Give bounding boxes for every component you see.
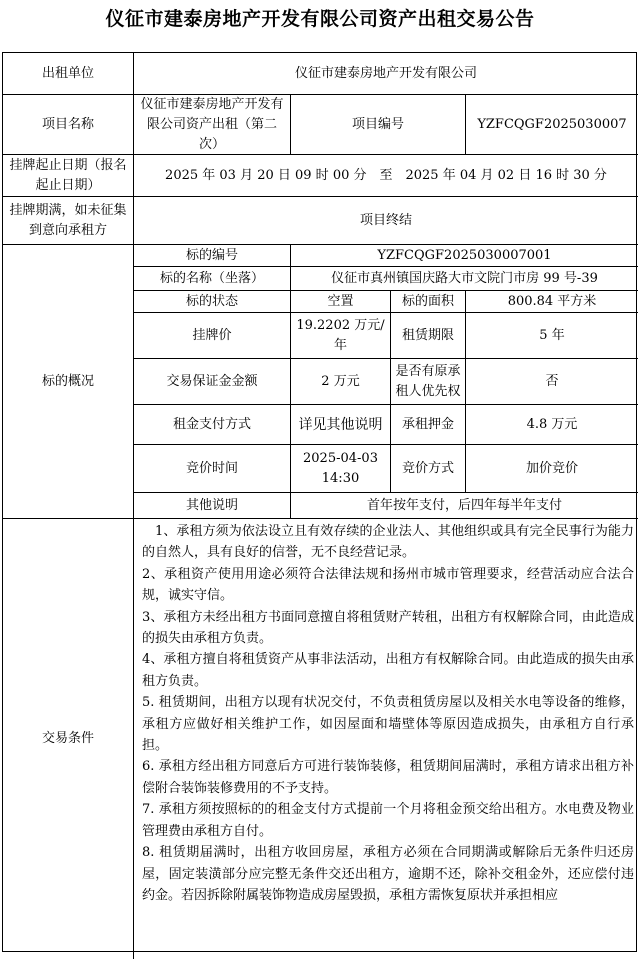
condition-item: 3、承租方未经出租方书面同意擅自将租赁财产转租，出租方有权解除合同，由此造成的损失由承租方负责。 <box>142 609 634 647</box>
lessor-value: 仪征市建泰房地产开发有限公司 <box>134 53 638 95</box>
deposit-label: 交易保证金金额 <box>134 359 291 405</box>
lease-term-value: 5 年 <box>466 313 638 359</box>
asset-code-value: YZFCQGF2025030007001 <box>291 245 638 267</box>
asset-code-label: 标的编号 <box>134 245 291 267</box>
priority-label: 是否有原承租人优先权 <box>391 359 466 405</box>
deposit-value: 2 万元 <box>291 359 391 405</box>
bid-time-value: 2025-04-03 14:30 <box>291 445 391 493</box>
priority-value: 否 <box>466 359 638 405</box>
listing-period-value: 2025 年 03 月 20 日 09 时 00 分 至 2025 年 04 月 02 日 16 时 30 分 <box>134 155 638 197</box>
asset-status-label: 标的状态 <box>134 291 291 313</box>
project-name-label: 项目名称 <box>3 95 134 155</box>
pledge-value: 4.8 万元 <box>466 405 638 445</box>
conditions-label: 交易条件 <box>3 519 134 959</box>
condition-item: 4、承租方擅自将租赁资产从事非法活动，出租方有权解除合同。由此造成的损失由承租方负责。 <box>142 652 634 689</box>
overview-section-label: 标的概况 <box>3 245 134 519</box>
project-name-value: 仪征市建泰房地产开发有限公司资产出租（第二次） <box>134 95 291 155</box>
asset-area-value: 800.84 平方米 <box>466 291 638 313</box>
listing-period-label: 挂牌起止日期（报名起止日期） <box>3 155 134 197</box>
condition-item: 8. 租赁期届满时，出租方收回房屋，承租方必须在合同期满或解除后无条件归还房屋，固定装潢部分应完整无条件交还出租方，逾期不还，除补交租金外，还应偿付违约金。若因拆除附属装饰物造成房屋毁损，承租方需恢复原状并承担相应 <box>142 845 634 903</box>
condition-item: 7. 承租方须按照标的的租金支付方式提前一个月将租金预交给出租方。水电费及物业管理费由承租方自付。 <box>142 802 634 839</box>
asset-status-value: 空置 <box>291 291 391 313</box>
expiry-value: 项目终结 <box>134 197 638 245</box>
bid-time-label: 竞价时间 <box>134 445 291 493</box>
condition-item: 5. 租赁期间，出租方以现有状况交付，不负责租赁房屋以及相关水电等设备的维修，承租方应做好相关维护工作，如因屋面和墙壁体等原因造成损失，由承租方自行承担。 <box>142 695 634 754</box>
pledge-label: 承租押金 <box>391 405 466 445</box>
payment-method-value: 详见其他说明 <box>291 405 391 445</box>
condition-item: 2、承租资产使用用途必须符合法律法规和扬州市城市管理要求，经营活动应合法合规，诚实守信。 <box>142 566 634 604</box>
project-code-value: YZFCQGF2025030007 <box>466 95 638 155</box>
bid-method-label: 竞价方式 <box>391 445 466 493</box>
listing-price-value: 19.2202 万元/年 <box>291 313 391 359</box>
payment-method-label: 租金支付方式 <box>134 405 291 445</box>
lease-term-label: 租赁期限 <box>391 313 466 359</box>
announcement-table <box>2 52 637 952</box>
lessor-label: 出租单位 <box>3 53 134 95</box>
page-title: 仪征市建泰房地产开发有限公司资产出租交易公告 <box>105 8 535 30</box>
asset-name-value: 仪征市真州镇国庆路大市文院门市房 99 号-39 <box>291 267 638 291</box>
bid-method-value: 加价竞价 <box>466 445 638 493</box>
asset-name-label: 标的名称（坐落） <box>134 267 291 291</box>
condition-item: 6. 承租方经出租方同意后方可进行装饰装修，租赁期间届满时，承租方请求出租方补偿附合装饰装修费用的不予支持。 <box>142 759 634 796</box>
condition-item: 1、承租方须为依法设立且有效存续的企业法人、其他组织或具有完全民事行为能力的自然人，具有良好的信誉，无不良经营记录。 <box>142 524 634 561</box>
other-notes-value: 首年按年支付，后四年每半年支付 <box>291 493 638 519</box>
conditions-text <box>134 519 638 959</box>
asset-area-label: 标的面积 <box>391 291 466 313</box>
expiry-label: 挂牌期满，如未征集到意向承租方 <box>3 197 134 245</box>
other-notes-label: 其他说明 <box>134 493 291 519</box>
project-code-label: 项目编号 <box>291 95 466 155</box>
listing-price-label: 挂牌价 <box>134 313 291 359</box>
